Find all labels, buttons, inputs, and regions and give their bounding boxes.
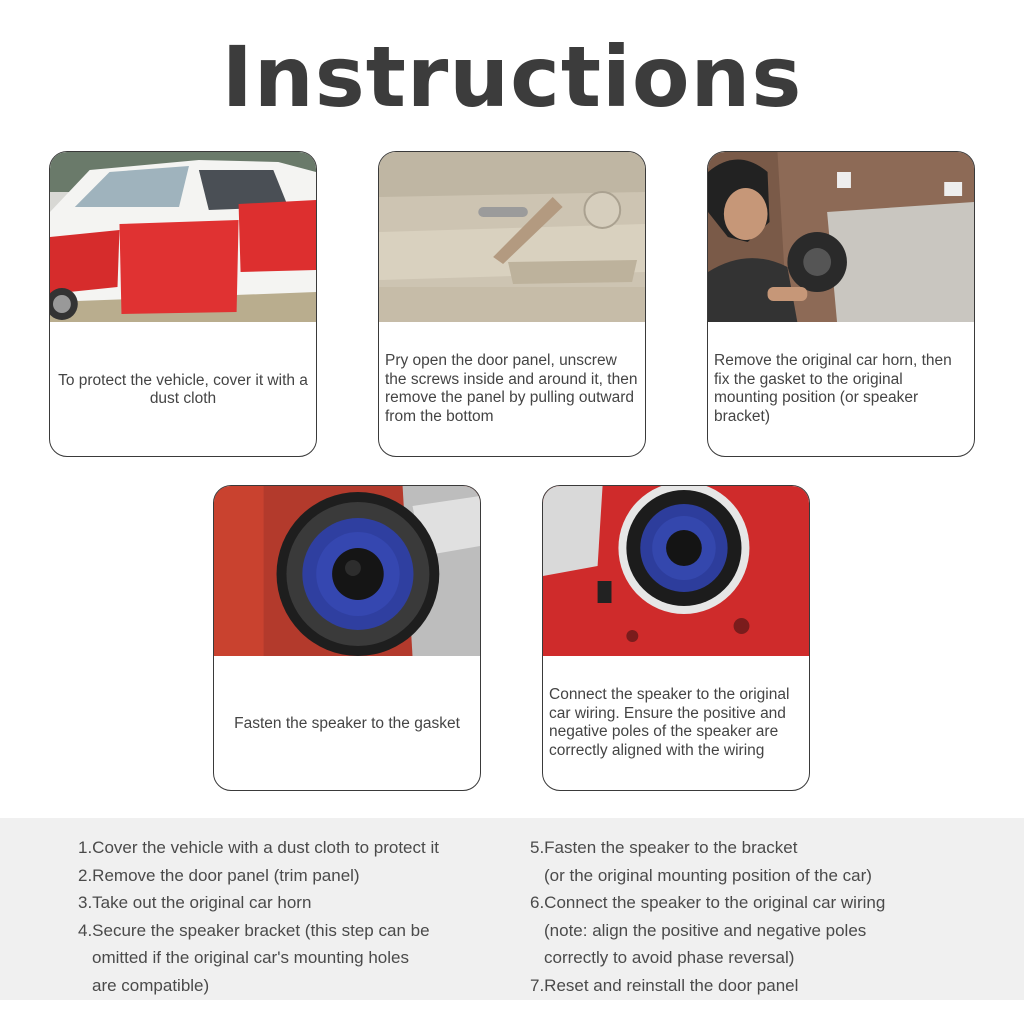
step-caption: To protect the vehicle, cover it with a dust cloth — [58, 371, 308, 407]
step-item-5 — [530, 834, 885, 889]
step-line: omitted if the original car's mounting holes — [92, 948, 409, 967]
step-line: 5.Fasten the speaker to the bracket — [530, 838, 798, 857]
step-item-6 — [530, 889, 885, 972]
step-card-remove-horn — [707, 151, 975, 457]
speaker-gasket-photo — [214, 486, 480, 656]
step-line: 2.Remove the door panel (trim panel) — [78, 865, 360, 885]
steps-column-right — [530, 834, 885, 999]
step-line: are compatible) — [92, 975, 210, 995]
step-card-remove-panel — [378, 151, 646, 457]
step-line: 6.Connect the speaker to the original car wiring — [530, 893, 886, 912]
step-caption: Remove the original car horn, then fix the gasket to the original mounting position (or speaker bracket) — [714, 352, 952, 425]
door-panel-photo — [379, 152, 645, 322]
step-item-2 — [78, 862, 439, 890]
step-caption: Pry open the door panel, unscrew the screws inside and around it, then remove the panel by pulling outward from the bottom — [385, 352, 638, 425]
speaker-installed-photo — [543, 486, 809, 656]
step-line: 7.Reset and reinstall the door panel — [530, 975, 799, 995]
step-item-3 — [78, 889, 439, 917]
step-item-4 — [78, 917, 439, 1000]
step-line: 4.Secure the speaker bracket (this step can be — [78, 920, 430, 940]
page-title: Instructions — [221, 28, 803, 126]
step-line: (note: align the positive and negative poles — [544, 920, 867, 940]
step-caption: Fasten the speaker to the gasket — [234, 714, 460, 732]
step-line: correctly to avoid phase reversal) — [544, 948, 795, 967]
step-line: (or the original mounting position of the car) — [544, 865, 872, 885]
step-line: 3.Take out the original car horn — [78, 893, 312, 912]
step-caption: Connect the speaker to the original car wiring. Ensure the positive and negative poles of the speaker are correctly aligned with the wiring — [549, 686, 790, 759]
step-item-7 — [530, 972, 885, 1000]
car-dust-cloth-photo — [50, 152, 316, 322]
step-card-connect-wiring — [542, 485, 810, 791]
step-card-fasten-gasket — [213, 485, 481, 791]
technician-door-photo — [708, 152, 974, 322]
steps-list-panel — [0, 818, 1024, 1000]
step-line: 1.Cover the vehicle with a dust cloth to protect it — [78, 838, 439, 857]
step-item-1 — [78, 834, 439, 862]
step-card-cover-cloth — [49, 151, 317, 457]
steps-column-left — [78, 834, 439, 999]
